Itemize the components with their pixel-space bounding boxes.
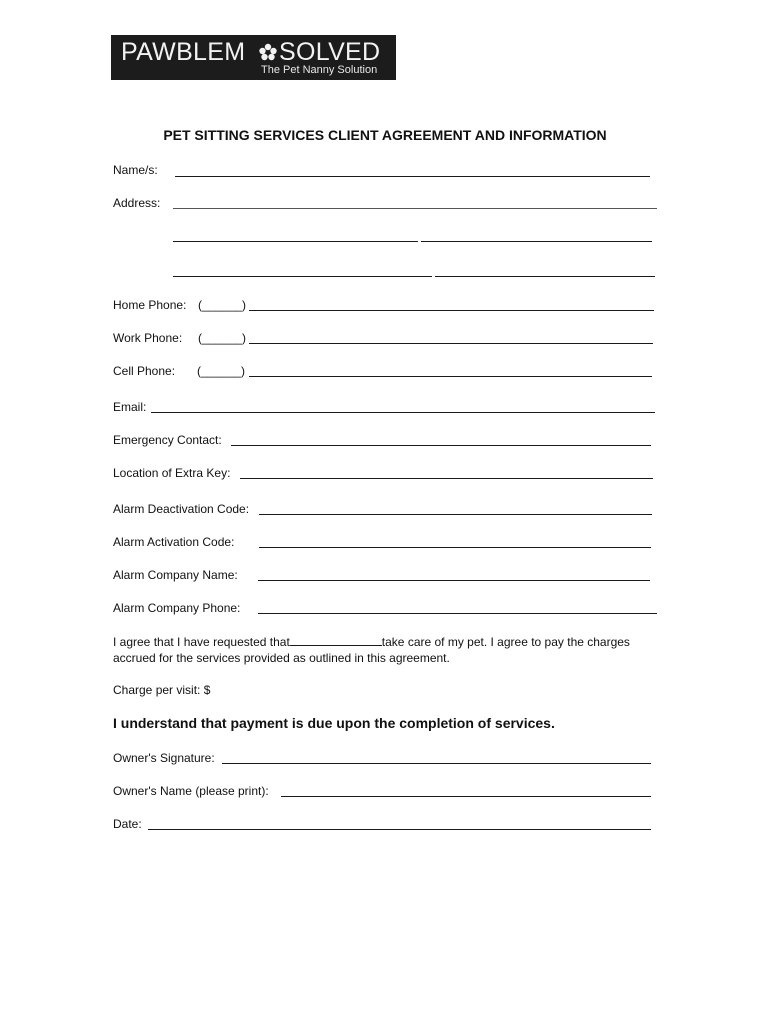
address-line-2b[interactable] <box>421 241 652 242</box>
cell-phone-area-code[interactable]: (______) <box>197 364 246 378</box>
home-phone-area-code[interactable]: (______) <box>198 298 247 312</box>
names-line[interactable] <box>175 176 650 177</box>
payment-statement: I understand that payment is due upon the completion of services. <box>113 715 555 731</box>
address-label: Address: <box>113 196 161 210</box>
email-line[interactable] <box>151 412 655 413</box>
alarm-deactivation-label: Alarm Deactivation Code: <box>113 502 250 516</box>
agreement-text-end: take care of my pet. I agree to pay the charges accrued for the services provided as outlined in this agreement. <box>113 635 630 665</box>
agreement-paragraph <box>113 634 661 666</box>
owner-signature-label: Owner's Signature: <box>113 751 215 765</box>
email-label: Email: <box>113 400 147 414</box>
owner-name-line[interactable] <box>281 796 651 797</box>
home-phone-line[interactable] <box>249 310 654 311</box>
address-line-2a[interactable] <box>173 241 418 242</box>
company-logo <box>111 35 396 80</box>
alarm-activation-line[interactable] <box>259 547 651 548</box>
cell-phone-line[interactable] <box>249 376 652 377</box>
logo-tagline: The Pet Nanny Solution <box>261 64 378 76</box>
agreement-text-start: I agree that I have requested that <box>113 635 290 649</box>
address-line-3a[interactable] <box>173 276 432 277</box>
emergency-contact-label: Emergency Contact: <box>113 433 222 447</box>
names-label: Name/s: <box>113 163 158 177</box>
work-phone-area-code[interactable]: (______) <box>198 331 247 345</box>
alarm-company-phone-line[interactable] <box>258 613 657 614</box>
logo-brand-right: SOLVED <box>279 38 381 66</box>
date-label: Date: <box>113 817 142 831</box>
work-phone-label: Work Phone: <box>113 331 183 345</box>
charge-per-visit-label: Charge per visit: $ <box>113 683 211 697</box>
home-phone-label: Home Phone: <box>113 298 187 312</box>
address-line-3b[interactable] <box>435 276 655 277</box>
owner-signature-line[interactable] <box>222 763 651 764</box>
alarm-activation-label: Alarm Activation Code: <box>113 535 235 549</box>
paw-flower-icon <box>258 43 278 61</box>
owner-name-label: Owner's Name (please print): <box>113 784 269 798</box>
logo-brand-left: PAWBLEM <box>121 38 246 66</box>
work-phone-line[interactable] <box>249 343 653 344</box>
emergency-contact-line[interactable] <box>231 445 651 446</box>
alarm-company-phone-label: Alarm Company Phone: <box>113 601 241 615</box>
alarm-company-name-label: Alarm Company Name: <box>113 568 238 582</box>
alarm-company-name-line[interactable] <box>258 580 650 581</box>
address-line-1[interactable] <box>173 208 657 209</box>
document-title: PET SITTING SERVICES CLIENT AGREEMENT AND INFORMATION <box>163 127 607 143</box>
extra-key-line[interactable] <box>240 478 653 479</box>
extra-key-label: Location of Extra Key: <box>113 466 231 480</box>
cell-phone-label: Cell Phone: <box>113 364 176 378</box>
alarm-deactivation-line[interactable] <box>259 514 652 515</box>
sitter-name-blank[interactable] <box>290 634 382 646</box>
date-line[interactable] <box>148 829 651 830</box>
